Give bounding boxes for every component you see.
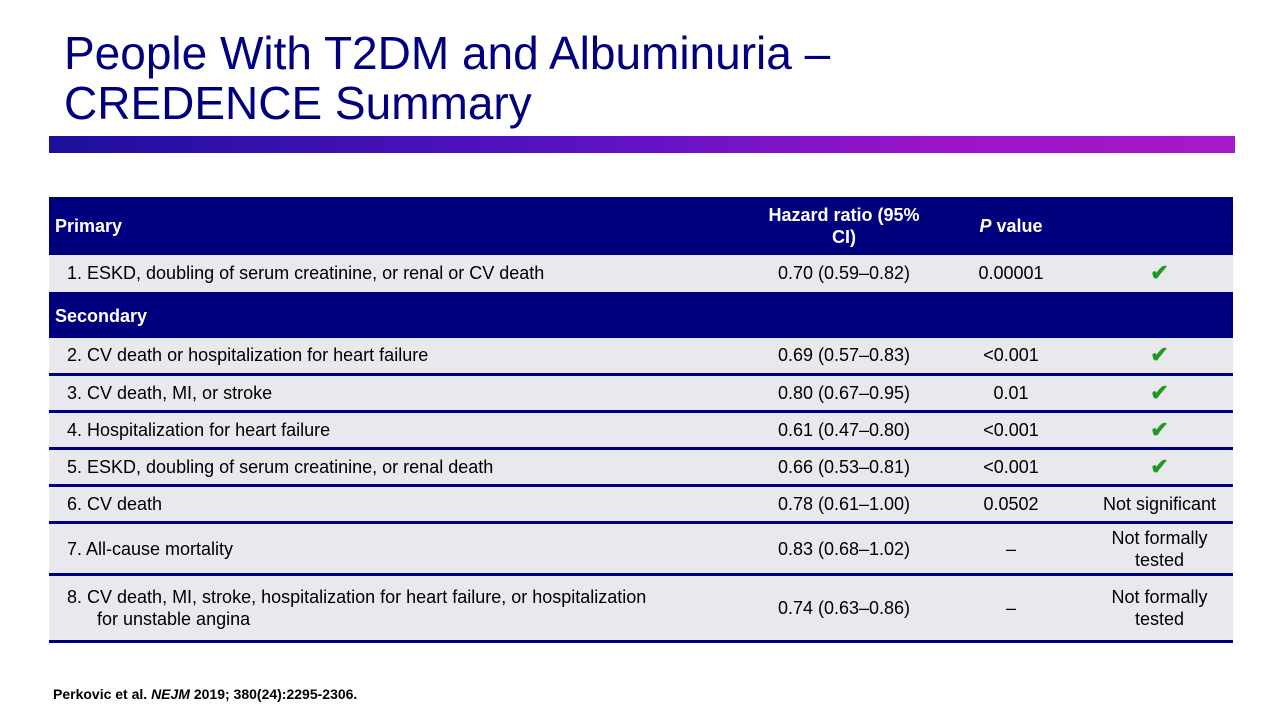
hazard-ratio-value: 0.70 (0.59–0.82) [752, 255, 936, 293]
table-row [49, 412, 1233, 449]
status-text: Not significant [1086, 486, 1233, 523]
outcome-label-line-2: for unstable angina [97, 609, 251, 629]
primary-header-label: Primary [49, 197, 752, 255]
outcome-label-line-1: 8. CV death, MI, stroke, hospitalization for heart failure, or hospitalization [67, 587, 647, 607]
status-cell [1086, 375, 1233, 412]
outcome-label: 1. ESKD, doubling of serum creatinine, or renal or CV death [49, 255, 752, 293]
outcome-label: 4. Hospitalization for heart failure [49, 412, 752, 449]
hazard-ratio-value: 0.83 (0.68–1.02) [752, 523, 936, 575]
p-value: 0.00001 [936, 255, 1086, 293]
p-value-header [936, 197, 1086, 255]
citation-journal: NEJM [151, 686, 190, 702]
secondary-header-empty-hr [752, 293, 936, 338]
outcome-label: 3. CV death, MI, or stroke [49, 375, 752, 412]
citation-details: 2019; 380(24):2295-2306. [189, 686, 358, 702]
table-row [49, 486, 1233, 523]
citation-authors: Perkovic et al. [53, 686, 152, 702]
table-row [49, 575, 1233, 642]
hazard-ratio-header: Hazard ratio (95% CI) [752, 197, 936, 255]
hazard-ratio-value: 0.74 (0.63–0.86) [752, 575, 936, 642]
status-text: Not formally tested [1086, 575, 1233, 642]
status-cell [1086, 338, 1233, 375]
slide-title-line-1: People With T2DM and Albuminuria – [64, 27, 831, 79]
secondary-header-empty-p [936, 293, 1086, 338]
primary-header-row [49, 197, 1233, 255]
secondary-header-label: Secondary [49, 293, 752, 338]
checkmark-icon: ✔ [1150, 341, 1169, 367]
checkmark-icon: ✔ [1150, 259, 1169, 285]
status-cell [1086, 255, 1233, 293]
hazard-ratio-value: 0.78 (0.61–1.00) [752, 486, 936, 523]
outcome-label: 6. CV death [49, 486, 752, 523]
hazard-ratio-value: 0.66 (0.53–0.81) [752, 449, 936, 486]
p-value: – [936, 575, 1086, 642]
checkmark-icon: ✔ [1150, 453, 1169, 479]
credence-results-table [49, 197, 1233, 643]
p-value-header-italic: P [979, 216, 992, 236]
hazard-ratio-value: 0.69 (0.57–0.83) [752, 338, 936, 375]
p-value-header-rest: value [991, 216, 1043, 236]
hazard-ratio-value: 0.61 (0.47–0.80) [752, 412, 936, 449]
checkmark-icon: ✔ [1150, 379, 1169, 405]
table-row [49, 375, 1233, 412]
hazard-ratio-value: 0.80 (0.67–0.95) [752, 375, 936, 412]
title-underline-gradient-bar [49, 136, 1235, 153]
p-value: – [936, 523, 1086, 575]
p-value: 0.01 [936, 375, 1086, 412]
outcome-label: 5. ESKD, doubling of serum creatinine, or renal death [49, 449, 752, 486]
secondary-header-row [49, 293, 1233, 338]
outcome-label: 2. CV death or hospitalization for heart failure [49, 338, 752, 375]
p-value: <0.001 [936, 449, 1086, 486]
checkmark-icon: ✔ [1150, 416, 1169, 442]
slide-title-line-2: CREDENCE Summary [64, 77, 532, 129]
citation [53, 686, 357, 702]
table-row [49, 523, 1233, 575]
outcome-label [49, 575, 752, 642]
p-value: <0.001 [936, 412, 1086, 449]
status-cell [1086, 449, 1233, 486]
slide-title [64, 28, 1214, 128]
p-value: 0.0502 [936, 486, 1086, 523]
table-row [49, 449, 1233, 486]
secondary-header-empty-status [1086, 293, 1233, 338]
p-value: <0.001 [936, 338, 1086, 375]
status-header [1086, 197, 1233, 255]
status-cell [1086, 412, 1233, 449]
outcome-label: 7. All-cause mortality [49, 523, 752, 575]
table-row [49, 255, 1233, 293]
table-row [49, 338, 1233, 375]
status-text: Not formally tested [1086, 523, 1233, 575]
